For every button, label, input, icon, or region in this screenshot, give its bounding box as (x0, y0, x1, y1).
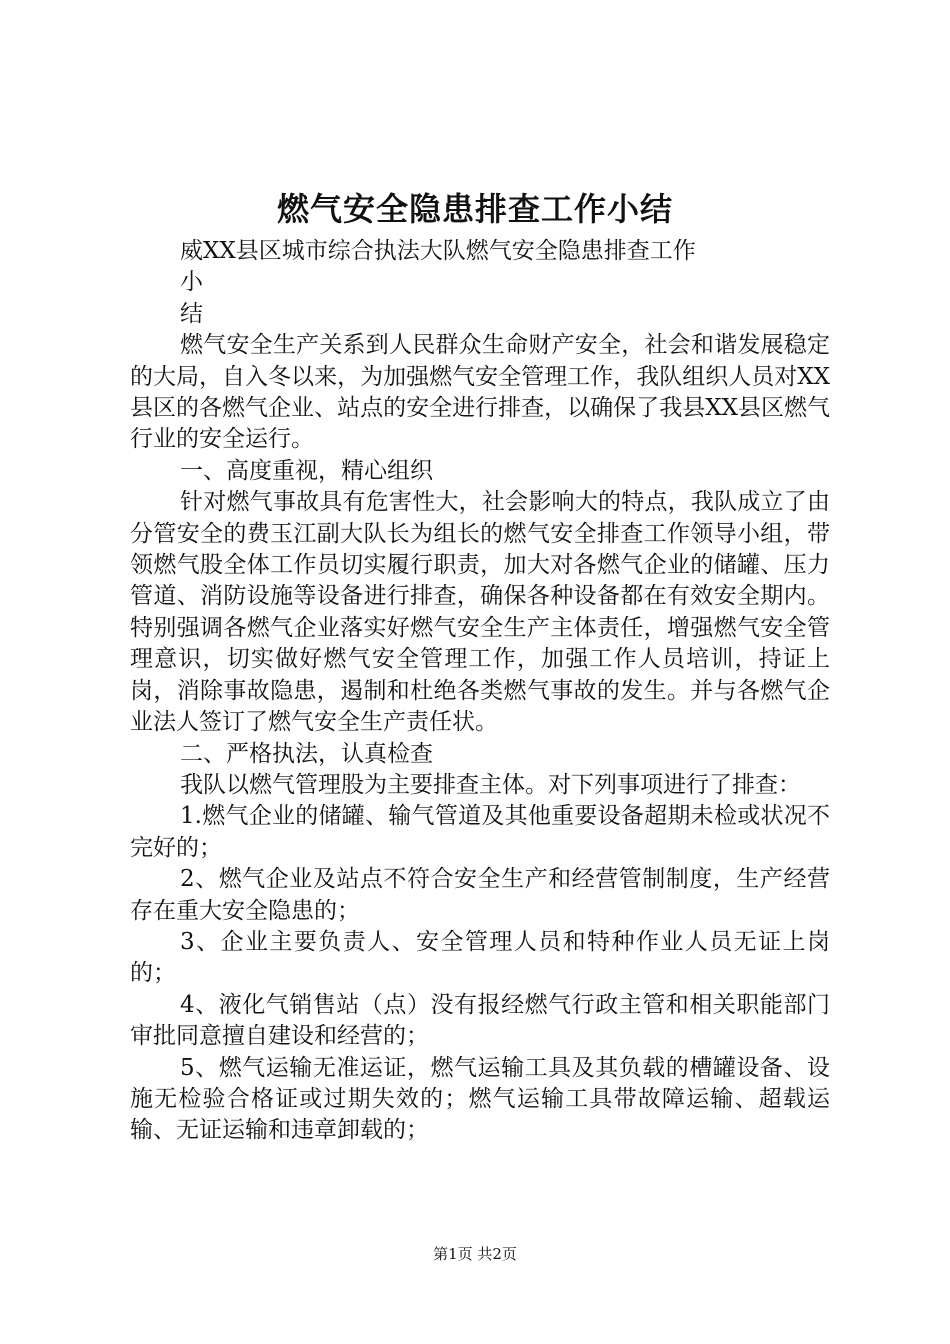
list-item: 2、燃气企业及站点不符合安全生产和经营管制制度，生产经营存在重大安全隐患的； (130, 866, 830, 924)
paragraph: 燃气安全生产关系到人民群众生命财产安全，社会和谐发展稳定的大局，自入冬以来，为加强燃气安全管理工作，我队组织人员对XX县区的各燃气企业、站点的安全进行排查，以确保了我县XX县区燃气行业的安全运行。 (130, 332, 830, 453)
section-heading: 二、严格执法，认真检查 (180, 740, 433, 767)
list-item: 1.燃气企业的储罐、输气管道及其他重要设备超期未检或状况不完好的； (130, 803, 830, 861)
list-item: 3、企业主要负责人、安全管理人员和特种作业人员无证上岗的； (130, 928, 830, 987)
section-heading: 一、高度重视，精心组织 (180, 457, 433, 484)
list-item: 4、液化气销售站（点）没有报经燃气行政主管和相关职能部门审批同意擅自建设和经营的； (130, 991, 830, 1050)
page-number: 第1页 共2页 (433, 1245, 517, 1263)
subtitle-line: 小 (180, 269, 203, 296)
paragraph: 我队以燃气管理股为主要排查主体。对下列事项进行了排查： (180, 771, 801, 798)
document-body (130, 236, 830, 1147)
paragraph: 针对燃气事故具有危害性大，社会影响大的特点，我队成立了由分管安全的费玉江副大队长为组长的燃气安全排查工作领导小组，带领燃气股全体工作员切实履行职责，加大对各燃气企业的储罐、压力管道、消防设施等设备进行排查，确保各种设备都在有效安全期内。特别强调各燃气企业落实好燃气安全生产主体责任，增强燃气安全管理意识，切实做好燃气安全管理工作，加强工作人员培训，持证上岗，消除事故隐患，遏制和杜绝各类燃气事故的发生。并与各燃气企业法人签订了燃气安全生产责任状。 (130, 489, 830, 736)
document-title: 燃气安全隐患排查工作小结 (276, 190, 673, 228)
subtitle-line: 结 (180, 300, 203, 327)
subtitle-line: 威XX县区城市综合执法大队燃气安全隐患排查工作 (180, 238, 696, 264)
list-item: 5、燃气运输无准运证，燃气运输工具及其负载的槽罐设备、设施无检验合格证或过期失效的；燃气运输工具带故障运输、超载运输、无证运输和违章卸载的； (130, 1054, 830, 1144)
